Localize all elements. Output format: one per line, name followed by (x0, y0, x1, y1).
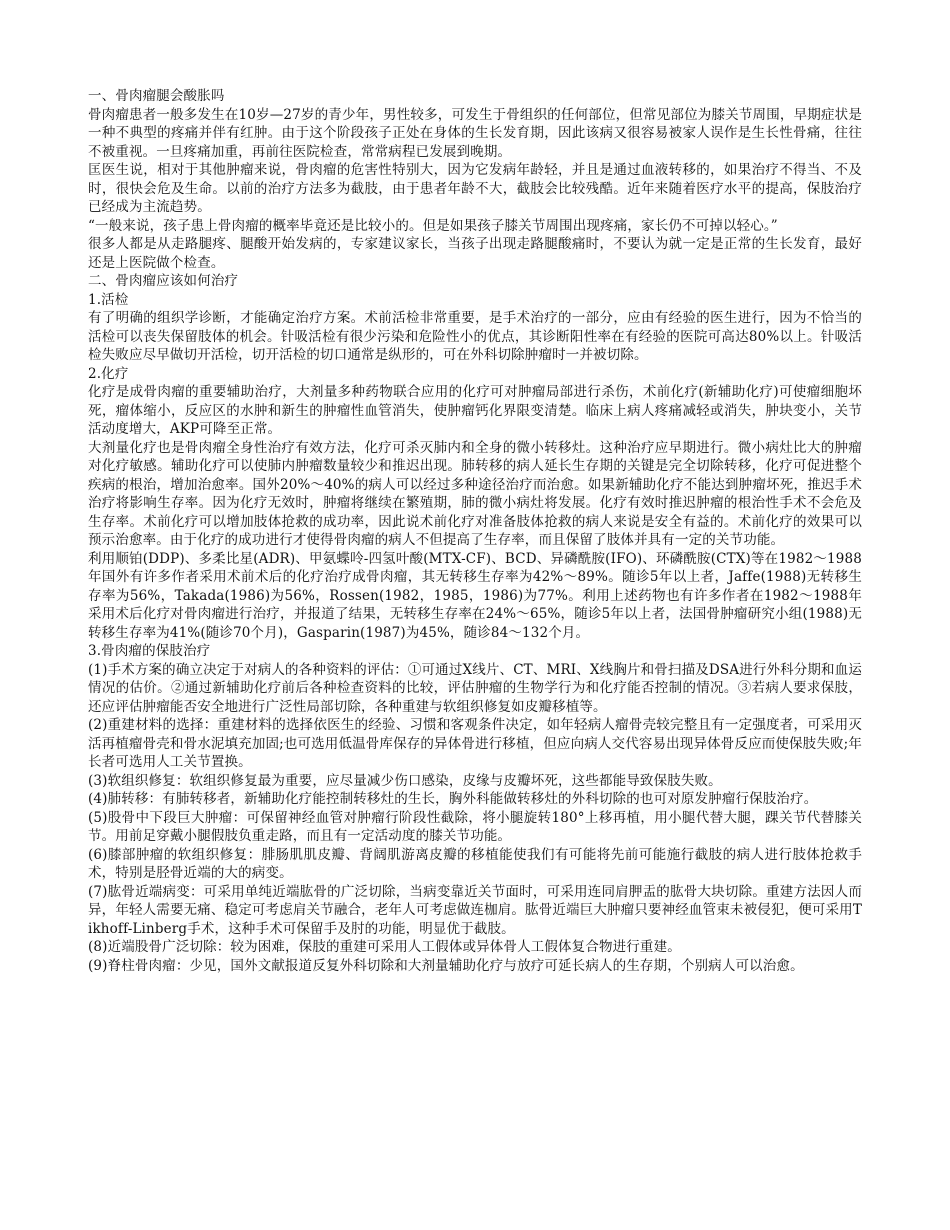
paragraph-item-8: (8)近端股骨广泛切除：较为困难，保肢的重建可采用人工假体或异体骨人工假体复合物进行重建。 (88, 939, 681, 955)
subheading-biopsy: 1.活检 (88, 291, 129, 308)
document-body (88, 87, 862, 975)
subheading-limb-salvage: 3.骨肉瘤的保肢治疗 (88, 643, 211, 659)
paragraph-chemo-1: 化疗是成骨肉瘤的重要辅助治疗，大剂量多种药物联合应用的化疗可对肿瘤局部进行杀伤，术前化疗(新辅助化疗)可使瘤细胞坏死，瘤体缩小，反应区的水肿和新生的肿瘤性血管消失，使肿瘤钙化界限变清楚。临床上病人疼痛减轻或消失，肿块变小，关节活动度增大，AKP可降至正常。 (88, 384, 862, 437)
paragraph-doctor-kuang: 匡医生说，相对于其他肿瘤来说，骨肉瘤的危害性特别大，因为它发病年龄轻，并且是通过血液转移的，如果治疗不得当、不及时，很快会危及生命。以前的治疗方法多为截肢，由于患者年龄不大，截肢会比较残酷。近年来随着医疗水平的提高，保肢治疗已经成为主流趋势。 (88, 162, 862, 215)
paragraph-item-2: (2)重建材料的选择：重建材料的选择依医生的经验、习惯和客观条件决定，如年轻病人瘤骨壳较完整且有一定强度者，可采用灭活再植瘤骨壳和骨水泥填充加固;也可选用低温骨库保存的异体骨进行移植，但应向病人交代容易出现异体骨反应而使保肢失败;年长者可选用人工关节置换。 (88, 717, 862, 770)
paragraph-chemo-2: 大剂量化疗也是骨肉瘤全身性治疗有效方法，化疗可杀灭肺内和全身的微小转移灶。这种治疗应早期进行。微小病灶比大的肿瘤对化疗敏感。辅助化疗可以使肺内肿瘤数量较少和推迟出现。肺转移的病人延长生存期的关键是完全切除转移，化疗可促进整个疾病的根治，增加治愈率。国外20%～40%的病人可以经过多种途径治疗而治愈。如果新辅助化疗不能达到肿瘤坏死，推迟手术治疗将影响生存率。因为化疗无效时，肿瘤将继续在繁殖期，肺的微小病灶将发展。化疗有效时推迟肿瘤的根治性手术不会危及生存率。术前化疗可以增加肢体抢救的成功率，因此说术前化疗对准备肢体抢救的病人来说是安全有益的。术前化疗的效果可以预示治愈率。由于化疗的成功进行才使得骨肉瘤的病人不但提高了生存率，而且保留了肢体并具有一定的关节功能。 (88, 439, 862, 548)
paragraph-item-9: (9)脊柱骨肉瘤：少见，国外文献报道反复外科切除和大剂量辅助化疗与放疗可延长病人的生存期，个别病人可以治愈。 (88, 957, 804, 974)
paragraph-chemo-3: 利用顺铂(DDP)、多柔比星(ADR)、甲氨蝶呤-四氢叶酸(MTX-CF)、BCD、异磷酰胺(IFO)、环磷酰胺(CTX)等在1982～1988年国外有许多作者采用术前术后的化疗治疗成骨肉瘤，其无转移生存率为42%～89%。随诊5年以上者，Jaffe(1988)无转移生存率为56%，Takada(1986)为56%，Rossen(1982，1985，1986)为77%。利用上述药物也有许多作者在1982～1988年采用术后化疗对骨肉瘤进行治疗，并报道了结果，无转移生存率在24%～65%，随诊5年以上者，法国骨肿瘤研究小组(1988)无转移生存率为41%(随诊70个月)，Gasparin(1987)为45%，随诊84～132个月。 (88, 550, 862, 641)
paragraph-item-4: (4)肺转移：有肺转移者，新辅助化疗能控制转移灶的生长，胸外科能做转移灶的外科切除的也可对原发肿瘤行保肢治疗。 (88, 791, 818, 807)
paragraph-biopsy: 有了明确的组织学诊断，才能确定治疗方案。术前活检非常重要，是手术治疗的一部分，应由有经验的医生进行，因为不恰当的活检可以丧失保留肢体的机会。针吸活检有很少污染和危险性小的优点，其诊断阳性率在有经验的医院可高达80%以上。针吸活检失败应尽早做切开活检，切开活检的切口通常是纵形的，可在外科切除肿瘤时一并被切除。 (88, 310, 862, 363)
paragraph-advice: 很多人都是从走路腿疼、腿酸开始发病的，专家建议家长，当孩子出现走路腿酸痛时，不要认为就一定是正常的生长发育，最好还是上医院做个检查。 (88, 236, 862, 271)
paragraph-item-5: (5)股骨中下段巨大肿瘤：可保留神经血管对肿瘤行阶段性截除，将小腿旋转180°上移再植，用小腿代替大腿，踝关节代替膝关节。用前足穿戴小腿假肢负重走路，而且有一定活动度的膝关节功能。 (88, 809, 862, 844)
paragraph-item-1: (1)手术方案的确立决定于对病人的各种资料的评估：①可通过X线片、CT、MRI、X线胸片和骨扫描及DSA进行外科分期和血运情况的估价。②通过新辅助化疗前后各种检查资料的比较，评估肿瘤的生物学行为和化疗能否控制的情况。③若病人要求保肢，还应评估肿瘤能否安全地进行广泛性局部切除，各种重建与软组织修复如皮瓣移植等。 (88, 661, 862, 715)
paragraph-item-6: (6)膝部肿瘤的软组织修复：腓肠肌肌皮瓣、背阔肌游离皮瓣的移植能使我们有可能将先前可能施行截肢的病人进行肢体抢救手术，特别是胫骨近端的大的病变。 (88, 846, 862, 881)
paragraph-item-3: (3)软组织修复：软组织修复最为重要，应尽量减少伤口感染，皮缘与皮瓣坏死，这些都能导致保肢失败。 (88, 772, 722, 789)
section-heading-2: 二、骨肉瘤应该如何治疗 (88, 273, 239, 289)
section-heading-1: 一、骨肉瘤腿会酸胀吗 (88, 88, 225, 104)
paragraph-intro: 骨肉瘤患者一般多发生在10岁—27岁的青少年，男性较多，可发生于骨组织的任何部位，但常见部位为膝关节周围，早期症状是一种不典型的疼痛并伴有红肿。由于这个阶段孩子正处在身体的生长发育期，因此该病又很容易被家人误作是生长性骨痛，往往不被重视。一旦疼痛加重，再前往医院检查，常常病程已发展到晚期。 (88, 106, 862, 160)
paragraph-item-7: (7)肱骨近端病变：可采用单纯近端肱骨的广泛切除，当病变靠近关节面时，可采用连同肩胛盂的肱骨大块切除。重建方法因人而异，年轻人需要无痛、稳定可考虑肩关节融合，老年人可考虑做连枷肩。肱骨近端巨大肿瘤只要神经血管束未被侵犯，便可采用Tikhoff-Linberg手术，这种手术可保留手及肘的功能，明显优于截肢。 (88, 883, 862, 937)
subheading-chemotherapy: 2.化疗 (88, 365, 129, 382)
paragraph-quote: “一般来说，孩子患上骨肉瘤的概率毕竟还是比较小的。但是如果孩子膝关节周围出现疼痛，家长仍不可掉以轻心。” (88, 217, 778, 234)
